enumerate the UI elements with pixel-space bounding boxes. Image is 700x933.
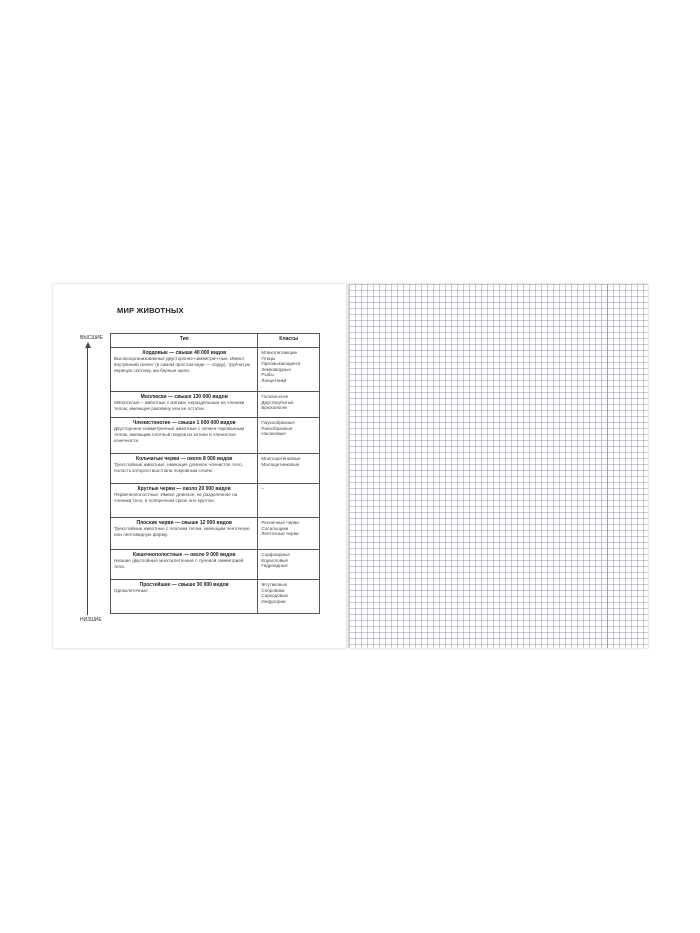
classes-cell bbox=[258, 348, 320, 392]
class-item: Рыбы bbox=[261, 372, 274, 378]
type-cell bbox=[111, 580, 258, 614]
class-item: Коралловые bbox=[261, 557, 289, 563]
header-classes: Классы bbox=[258, 334, 320, 348]
type-cell bbox=[111, 518, 258, 550]
class-item: Пресмыкающиеся bbox=[261, 361, 301, 367]
class-item: Брюхоногие bbox=[261, 405, 288, 411]
class-item: Жгутиковые bbox=[261, 582, 288, 587]
class-item: Двустворчатые bbox=[261, 399, 294, 405]
type-cell bbox=[111, 348, 258, 392]
type-description: Трехслойные животные, имеющие длинное членистое тело, полость которого выстлана покровным слоем. bbox=[114, 462, 243, 473]
scale-bottom-label: НИЗШИЕ bbox=[80, 617, 102, 623]
type-name: Простейшие — свыше 30 000 видов bbox=[139, 582, 229, 588]
classes-cell bbox=[258, 484, 320, 518]
margin-line bbox=[607, 284, 608, 648]
class-item: Ресничные черви bbox=[261, 520, 299, 525]
class-item: Инфузории bbox=[261, 598, 286, 604]
class-item: Сцифоидные bbox=[261, 552, 290, 557]
table-row bbox=[111, 348, 320, 392]
classes-cell bbox=[258, 518, 320, 550]
table-row bbox=[111, 518, 320, 550]
type-description: Высокоорганизованные двусторонне-симметрич-ные. Имеют внутренний скелет (в самом простом виде — хорду), трубчатую нервную систему, жа-берные щели. bbox=[114, 356, 251, 373]
type-name: Хордовые — свыше 40 000 видов bbox=[142, 350, 227, 356]
classes-cell bbox=[258, 454, 320, 484]
type-name: Членистоногие — свыше 1 000 000 видов bbox=[132, 420, 236, 426]
class-item: Ленточные черви bbox=[261, 531, 299, 537]
type-cell bbox=[111, 484, 258, 518]
table-row bbox=[111, 392, 320, 418]
type-description: Трехслойные животные с плоским телом, имеющим ленточную или лентовидную форму. bbox=[114, 526, 250, 537]
class-item: Сосальщики bbox=[261, 525, 289, 531]
scale-axis-line bbox=[87, 347, 88, 615]
table-row bbox=[111, 550, 320, 580]
table-row bbox=[111, 418, 320, 454]
table-row bbox=[111, 484, 320, 518]
class-item: Млекопитающие bbox=[261, 350, 298, 355]
header-type: Тип bbox=[111, 334, 258, 348]
type-cell bbox=[111, 454, 258, 484]
classes-cell bbox=[258, 580, 320, 614]
class-item: Земноводные bbox=[261, 366, 291, 372]
type-name: Кольчатые черви — около 8 000 видов bbox=[136, 456, 233, 462]
class-item: – bbox=[261, 486, 264, 491]
type-cell bbox=[111, 550, 258, 580]
type-cell bbox=[111, 392, 258, 418]
classes-cell bbox=[258, 550, 320, 580]
type-cell bbox=[111, 418, 258, 454]
table-header-row bbox=[111, 334, 320, 348]
type-description: Первичнополостные. Имеют длинное, не разделенное на членики тело, в поперечном срезе оно круглое. bbox=[114, 492, 238, 503]
animal-kingdom-table bbox=[110, 333, 320, 614]
type-description: Одноклеточные. bbox=[114, 588, 149, 594]
type-description: Мягкотелые – животные с мягким, нераздельным на членики телом, имеющие раковину или ее остатки. bbox=[114, 400, 245, 411]
class-item: Гидроидные bbox=[261, 563, 288, 569]
type-description: Двусторонне-симметричные животные с сегмен-тированным телом, имеющим плотный покров из хитина и членистые конечности. bbox=[114, 426, 245, 443]
type-name: Плоские черви — свыше 12 000 видов bbox=[136, 520, 232, 526]
class-item: Ракообразные bbox=[261, 425, 293, 431]
table-row bbox=[111, 580, 320, 614]
class-item: Ланцетники bbox=[261, 377, 287, 383]
type-description: Низшие двуслойные многоклеточные с лучевой симметрией тела. bbox=[114, 558, 244, 569]
type-name: Моллюски — свыше 130 000 видов bbox=[140, 394, 228, 400]
class-item: Насекомые bbox=[261, 431, 286, 437]
class-item: Споровики bbox=[261, 587, 285, 593]
scale-top-label: ВЫСШИЕ bbox=[80, 335, 103, 341]
class-item: Головоногие bbox=[261, 394, 289, 399]
classes-cell bbox=[258, 392, 320, 418]
class-item: Паукообразные bbox=[261, 420, 295, 425]
class-item: Птицы bbox=[261, 355, 276, 361]
class-item: Саркодовые bbox=[261, 593, 288, 599]
page-title: МИР ЖИВОТНЫХ bbox=[117, 306, 184, 315]
right-page-grid bbox=[349, 284, 648, 648]
type-name: Круглые черви — около 20 000 видов bbox=[137, 486, 231, 492]
table-row bbox=[111, 454, 320, 484]
class-item: Многощетинковые bbox=[261, 456, 301, 461]
class-item: Малощетинковые bbox=[261, 461, 300, 467]
type-name: Кишечнополостные — около 9 000 видов bbox=[133, 552, 236, 558]
classes-cell bbox=[258, 418, 320, 454]
